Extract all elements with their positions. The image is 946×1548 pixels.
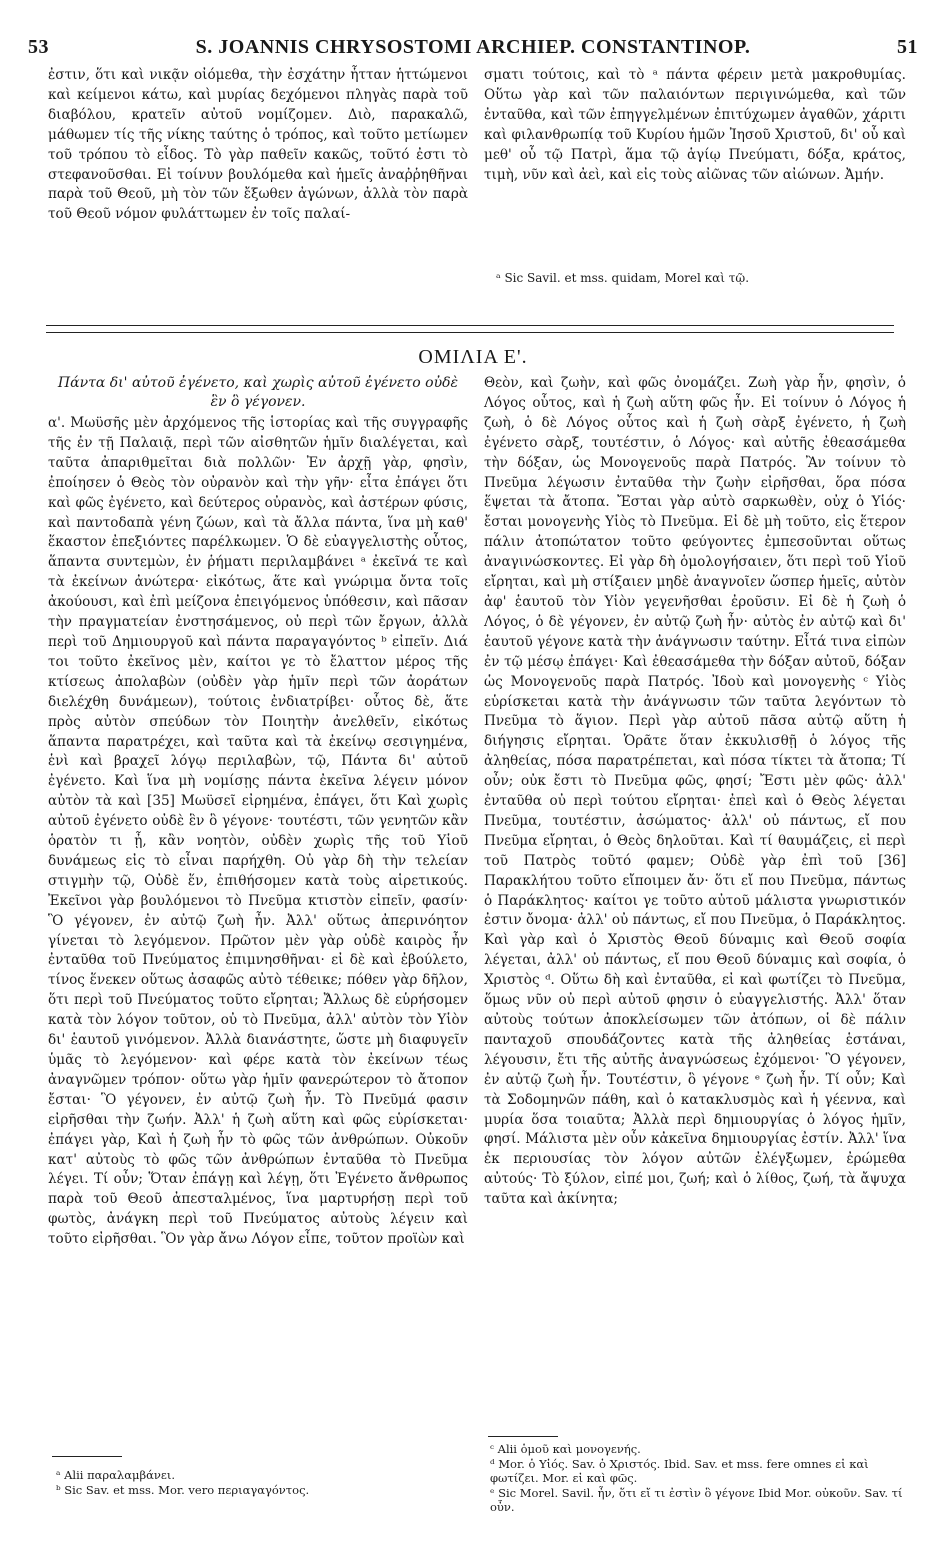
running-header xyxy=(28,36,918,66)
footnote-a: ᵃ Alii παραλαμβάνει. xyxy=(56,1468,175,1482)
section-rule-top xyxy=(46,325,894,326)
top-left-paragraph: ἐστιν, ὅτι καὶ νικᾷν οἰόμεθα, τὴν ἐσχάτην ἧτταν ἡττώμενοι καὶ κείμενοι κάτω, καὶ μυρίας δεχόμενοι πληγὰς παρὰ τοῦ διαβόλου, κρατεῖν αὐτοῦ νομίζομεν. Διὸ, παρακαλῶ, μάθωμεν τίς τῆς νίκης ταύτης ὁ τρόπος, καὶ τοῦτο μετίωμεν τοῦ τρόπου τὸ εἶδος. Τὸ γὰρ παθεῖν κακῶς, τοῦτό ἐστι τὸ στεφανοῦσθαι. Εἰ τοίνυν βουλόμεθα καὶ ἡμεῖς ἀναῤῥηθῆναι παρὰ τοῦ Θεοῦ, μὴ τὸν τῶν ἔξωθεν ἀγώνων, ἀλλὰ τὸν παρὰ τοῦ Θεοῦ νόμον φυλάττωμεν ἐν τοῖς παλαί- xyxy=(48,67,468,223)
scripture-title-verse: Πάντα δι' αὐτοῦ ἐγένετο, καὶ χωρὶς αὐτοῦ ἐγένετο οὐδὲ ἓν ὃ γέγονεν. xyxy=(57,375,459,410)
running-title: S. JOANNIS CHRYSOSTOMI ARCHIEP. CONSTANTINOP. xyxy=(195,36,751,58)
main-right-paragraph: Θεὸν, καὶ ζωὴν, καὶ φῶς ὀνομάζει. Ζωὴ γὰρ ἦν, φησὶν, ὁ Λόγος οὗτος, καὶ ἡ ζωὴ αὕτη φῶς ἦν. Εἰ τοίνυν ὁ Λόγος ἡ ζωὴ, ὁ δὲ Λόγος οὗτος καὶ ἡ ζωὴ σὰρξ ἐγένετο, ἡ ζωὴ ἐγένετο σὰρξ, τουτέστιν, ὁ Λόγος· καὶ αὐτῆς ἐθεασάμεθα τὴν δόξαν, ὡς Μονογενοῦς παρὰ Πατρός. Ἂν τοίνυν τὸ Πνεῦμα λέγωσιν ἐνταῦθα τὴν ζωὴν εἰρῆσθαι, ὅρα πόσα ἕψεται τὰ ἄτοπα. Ἔσται γὰρ αὐτὸ σαρκωθὲν, οὐχ ὁ Υἱός· ἔσται μονογενὴς Υἱὸς τὸ Πνεῦμα. Εἰ δὲ μὴ τοῦτο, εἰς ἕτερον πάλιν ἀτοπώτατον τοῦτο φεύγοντες ἐμπεσοῦνται οὕτως ἀναγινώσκοντες. Εἰ γὰρ δὴ ὁμολογήσαιεν, ὅτι περὶ τοῦ Υἱοῦ εἴρηται, καὶ μὴ στίξαιεν μηδὲ ἀναγνοῖεν ὥσπερ ἡμεῖς, αὐτὸν ἀφ' ἑαυτοῦ τὸν Υἱὸν γεγενῆσθαι ἐροῦσιν. Εἰ δὲ ἡ ζωὴ ὁ Λόγος, ὁ δὲ γέγονεν, ἐν αὐτῷ ζωὴ ἦν· αὐτὸς ἐν αὐτῷ καὶ δι' ἑαυτοῦ γέγονε κατὰ τὴν ἀνάγνωσιν ταύτην. Εἶτά τινα εἰπὼν ἐν τῷ μέσῳ ἐπάγει· Καὶ ἐθεασάμεθα τὴν δόξαν αὐτοῦ, δόξαν ὡς Μονογενοῦς παρὰ Πατρός. Ἰδοὺ καὶ μονογενὴς ᶜ Υἱὸς εὑρίσκεται κατὰ τὴν ἀνάγνωσιν τῶν ταῦτα λεγόντων τὸ Πνεῦμα τὸ ἅγιον. Περὶ γὰρ αὐτοῦ πᾶσα αὐτῷ αὕτη ἡ διήγησις εἴρηται. Ὁρᾶτε ὅταν ἐκκυλισθῇ ὁ λόγος τῆς ἀληθείας, πόσα παρατρέπεται, καὶ πόσα τίκτει τὰ ἄτοπα; Τί οὖν; οὐκ ἔστι τὸ Πνεῦμα φῶς, φησί; Ἔστι μὲν φῶς· ἀλλ' ἐνταῦθα οὐ περὶ τούτου εἴρηται· ἐπεὶ καὶ ὁ Θεὸς λέγεται Πνεῦμα, τουτέστιν, ἀσώματος· ἀλλ' οὐ πάντως, εἴ που Πνεῦμα εἴρηται, ὁ Θεὸς δηλοῦται. Καὶ τί θαυμάζεις, εἰ περὶ τοῦ Πατρὸς τοῦτό φαμεν; Οὐδὲ γὰρ ἐπὶ τοῦ [36] Παρακλήτου τοῦτο εἴποιμεν ἄν· ὅτι εἴ που Πνεῦμα, πάντως ὁ Παράκλητος· καίτοι γε τοῦτο αὐτοῦ μάλιστα γνωριστικόν ἐστιν ὄνομα· ἀλλ' οὐ πάντως, εἴ που Πνεῦμα, ὁ Παράκλητος. Καὶ γὰρ καὶ ὁ Χριστὸς Θεοῦ δύναμις καὶ Θεοῦ σοφία λέγεται, ἀλλ' οὐ πάντως, εἴ που Θεοῦ δύναμις καὶ σοφία, ὁ Χριστὸς ᵈ. Οὕτω δὴ καὶ ἐνταῦθα, εἰ καὶ φωτίζει τὸ Πνεῦμα, ὅμως νῦν οὐ περὶ αὐτοῦ φησιν ὁ εὐαγγελιστής. Ἀλλ' ὅταν αὐτοὺς τούτων ἀποκλείσωμεν τῶν ἀτόπων, οἱ δὲ πάλιν πανταχοῦ σπουδάζοντες κατὰ τῆς ἀληθείας ἑστάναι, λέγουσιν, ἔτι τῆς αὐτῆς ἀναγνώσεως ἐχόμενοι· Ὃ γέγονεν, ἐν αὐτῷ ζωὴ ἦν. Τουτέστιν, ὃ γέγονε ᵉ ζωὴ ἦν. Τί οὖν; Καὶ τὰ Σοδομηνῶν πάθη, καὶ ὁ κατακλυσμὸς καὶ ἡ γέεννα, καὶ μυρία ὅσα τοιαῦτα; Ἀλλὰ περὶ δημιουργίας ὁ λόγος ἡμῖν, φησί. Μάλιστα μὲν οὖν κἀκεῖνα δημιουργίας ἐστίν. Ἀλλ' ἵνα ἐκ περιουσίας τὸν λόγον αὐτῶν ἐλέγξωμεν, ἐρώμεθα αὐτούς· Τὸ ξύλον, εἰπέ μοι, ζωή; καὶ ὁ λίθος, ζωή, τὰ ἄψυχα ταῦτα καὶ ἀκίνητα; xyxy=(484,375,906,1208)
top-right-paragraph: σματι τούτοις, καὶ τὸ ᵃ πάντα φέρειν μετὰ μακροθυμίας. Οὕτω γὰρ καὶ τῶν παλαιόντων περιγινώμεθα, καὶ τῶν ἐνταῦθα, καὶ τῶν ἐπηγγελμένων ἐπιτύχωμεν ἀγαθῶν, χάριτι καὶ φιλανθρωπίᾳ τοῦ Κυρίου ἡμῶν Ἰησοῦ Χριστοῦ, δι' οὗ καὶ μεθ' οὗ τῷ Πατρὶ, ἅμα τῷ ἁγίῳ Πνεύματι, δόξα, κράτος, τιμὴ, νῦν καὶ ἀεὶ, καὶ εἰς τοὺς αἰῶνας τῶν αἰώνων. Ἀμήν. xyxy=(484,67,906,183)
footnote-d: ᵈ Mor. ὁ Υἱός. Sav. ὁ Χριστός. Ibid. Sav. et mss. fere omnes εἰ καὶ φωτίζει. Mor. εἰ καὶ φῶς. xyxy=(490,1456,869,1485)
footnote-rule-right xyxy=(488,1436,558,1437)
main-left-paragraph: α'. Μωϋσῆς μὲν ἀρχόμενος τῆς ἱστορίας καὶ τῆς συγγραφῆς τῆς ἐν τῇ Παλαιᾷ, περὶ τῶν αἰσθητῶν ἡμῖν διαλέγεται, καὶ ταῦτα ἀπαριθμεῖται διὰ πολλῶν· Ἐν ἀρχῇ γὰρ, φησὶν, ἐποίησεν ὁ Θεὸς τὸν οὐρανὸν καὶ τὴν γῆν· εἶτα ἐπάγει ὅτι καὶ φῶς ἐγένετο, καὶ δεύτερος οὐρανὸς, καὶ ἀστέρων φύσις, καὶ παντοδαπὰ γένη ζώων, καὶ τὰ ἄλλα πάντα, ἵνα μὴ καθ' ἕκαστον ἐπεξιόντες παρέλκωμεν. Ὁ δὲ εὐαγγελιστὴς οὗτος, ἅπαντα συντεμὼν, ἐν ῥήματι περιλαμβάνει ᵃ ἐκεῖνά τε καὶ τὰ ἐκείνων ἀνώτερα· εἰκότως, ἅτε καὶ γνώριμα ὄντα τοῖς ἀκούουσι, καὶ ἐπὶ μείζονα ἐπειγόμενος ὑπόθεσιν, καὶ πᾶσαν τὴν πραγματείαν ἐνστησάμενος, οὐ περὶ τῶν ἔργων, ἀλλὰ περὶ τοῦ Δημιουργοῦ καὶ πάντα παραγαγόντος ᵇ εἰπεῖν. Διά τοι τοῦτο ἐκεῖνος μὲν, καίτοι γε τὸ ἔλαττον μέρος τῆς κτίσεως ἀπολαβὼν (οὐδὲν γὰρ ἡμῖν περὶ τῶν ἀοράτων διελέχθη δυνάμεων), τούτοις ἐνδιατρίβει· οὗτος δὲ, ἅτε πρὸς αὐτὸν σπεύδων τὸν Ποιητὴν ἀνελθεῖν, εἰκότως ἅπαντα παρατρέχει, καὶ ταῦτα καὶ τὰ ἐκείνῳ σεσιγημένα, ἑνὶ καὶ βραχεῖ λόγῳ περιλαβὼν, τῷ, Πάντα δι' αὐτοῦ ἐγένετο. Καὶ ἵνα μὴ νομίσῃς πάντα ἐκεῖνα λέγειν μόνον αὐτὸν τὰ καὶ [35] Μωϋσεῖ εἰρημένα, ἐπάγει, ὅτι Καὶ χωρὶς αὐτοῦ ἐγένετο οὐδὲ ἓν ὃ γέγονε· τουτέστι, τῶν γενητῶν κἂν ὁρατὸν τι ᾖ, κἂν νοητὸν, οὐδὲν χωρὶς τῆς τοῦ Υἱοῦ δυνάμεως εἰς τὸ εἶναι παρήχθη. Οὐ γὰρ δὴ τὴν τελείαν στιγμὴν τῷ, Οὐδὲ ἕν, ἐπιθήσομεν κατὰ τοὺς αἱρετικούς. Ἐκεῖνοι γὰρ βουλόμενοι τὸ Πνεῦμα κτιστὸν εἰπεῖν, φασίν· Ὃ γέγονεν, ἐν αὐτῷ ζωὴ ἦν. Ἀλλ' οὕτως ἀπερινόητον γίνεται τὸ λεγόμενον. Πρῶτον μὲν γὰρ οὐδὲ καιρὸς ἦν ἐνταῦθα τοῦ Πνεύματος ἐπιμνησθῆναι· εἰ δὲ καὶ ἐβούλετο, τίνος ἕνεκεν οὕτως ἀσαφῶς αὐτὸ τέθεικε; πόθεν γὰρ δῆλον, ὅτι περὶ τοῦ Πνεύματος τοῦτο εἴρηται; Ἄλλως δὲ εὑρήσομεν κατὰ τὸν λόγον τοῦτον, οὐ τὸ Πνεῦμα, ἀλλ' αὐτὸν τὸν Υἱὸν δι' ἑαυτοῦ γινόμενον. Ἀλλὰ διανάστητε, ὥστε μὴ διαφυγεῖν ὑμᾶς τὸ λεγόμενον· καὶ φέρε κατὰ τὸν ἐκείνων τέως ἀναγνῶμεν τρόπον· οὕτω γὰρ ἡμῖν φανερώτερον τὸ ἄτοπον ἔσται· Ὃ γέγονεν, ἐν αὐτῷ ζωὴ ἦν. Τὸ Πνεῦμά φασιν εἰρῆσθαι τὴν ζωήν. Ἀλλ' ἡ ζωὴ αὕτη καὶ φῶς εὑρίσκεται· ἐπάγει γὰρ, Καὶ ἡ ζωὴ ἦν τὸ φῶς τῶν ἀνθρώπων. Οὐκοῦν κατ' αὐτοὺς τὸ φῶς τῶν ἀνθρώπων ἐνταῦθα τὸ Πνεῦμα λέγει. Τί οὖν; Ὅταν ἐπάγῃ καὶ λέγῃ, ὅτι Ἐγένετο ἄνθρωπος παρὰ τοῦ Θεοῦ ἀπεσταλμένος, ἵνα μαρτυρήσῃ περὶ τοῦ φωτὸς, ἀνάγκη περὶ τοῦ Πνεύματος αὐτοὺς λέγειν καὶ τοῦτο εἰρῆσθαι. Ὃν γὰρ ἄνω Λόγον εἶπε, τοῦτον προϊὼν καὶ xyxy=(48,415,468,1248)
section-rule-bottom xyxy=(46,332,894,333)
footnote-rule-left xyxy=(52,1456,122,1457)
top-left-column xyxy=(48,66,468,225)
page-number-left: 53 xyxy=(28,36,49,58)
top-right-column xyxy=(484,66,906,185)
main-right-column xyxy=(484,374,906,1210)
page-number-right: 51 xyxy=(897,36,918,58)
footnotes-left xyxy=(56,1468,466,1497)
footnotes-right xyxy=(490,1442,906,1515)
main-left-column xyxy=(48,414,468,1250)
homily-heading: ΟΜΙΛΙΑ Ε'. xyxy=(418,346,528,368)
top-right-footnote: ᵃ Sic Savil. et mss. quidam, Morel καὶ τῷ. xyxy=(496,271,750,285)
footnote-b: ᵇ Sic Sav. et mss. Mor. vero περιαγαγόντος. xyxy=(56,1482,310,1497)
footnote-e: ᵉ Sic Morel. Savil. ἦν, ὅτι εἴ τι ἐστὶν ὃ γέγονε Ibid Mor. οὐκοῦν. Sav. τί οὖν. xyxy=(490,1485,903,1514)
footnote-c: ᶜ Alii ὁμοῦ καὶ μονογενής. xyxy=(490,1442,641,1456)
